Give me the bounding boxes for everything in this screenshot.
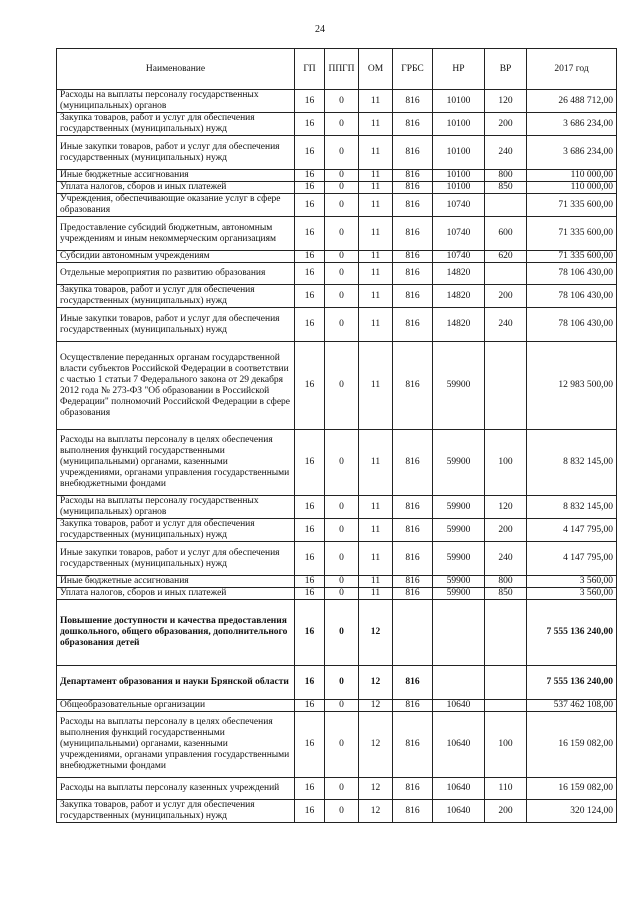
row-ppgp: 0	[325, 519, 359, 542]
row-om: 11	[359, 90, 393, 113]
row-om: 12	[359, 600, 393, 666]
row-nr: 10100	[433, 90, 485, 113]
row-amount: 71 335 600,00	[527, 217, 617, 251]
table-row	[57, 194, 617, 217]
row-amount: 12 983 500,00	[527, 342, 617, 430]
row-gp: 16	[295, 113, 325, 136]
row-om: 11	[359, 519, 393, 542]
row-nr: 59900	[433, 576, 485, 588]
row-ppgp: 0	[325, 576, 359, 588]
row-grbs: 816	[393, 251, 433, 263]
row-name: Осуществление переданных органам государственной власти субъектов Российской Федерации в соответствии с частью 1 статьи 7 Федерального закона от 29 декабря 2012 года № 273-ФЗ "Об образовании в Российской Федерации" полномочий Российской Федерации в сфере образования	[57, 342, 295, 430]
row-om: 11	[359, 251, 393, 263]
row-gp: 16	[295, 712, 325, 778]
row-grbs: 816	[393, 778, 433, 800]
row-ppgp: 0	[325, 90, 359, 113]
row-nr: 59900	[433, 588, 485, 600]
row-nr: 10740	[433, 251, 485, 263]
table-row	[57, 90, 617, 113]
header-grbs: ГРБС	[393, 49, 433, 90]
row-om: 11	[359, 285, 393, 308]
row-vr	[485, 342, 527, 430]
row-name: Общеобразовательные организации	[57, 700, 295, 712]
row-grbs: 816	[393, 182, 433, 194]
header-ppgp: ППГП	[325, 49, 359, 90]
row-ppgp: 0	[325, 778, 359, 800]
row-amount: 3 560,00	[527, 588, 617, 600]
row-name: Расходы на выплаты персоналу в целях обеспечения выполнения функций государственными (муниципальными) органами, казенными учреждениями, органами управления государственными внебюджетными фондами	[57, 712, 295, 778]
row-gp: 16	[295, 308, 325, 342]
row-ppgp: 0	[325, 113, 359, 136]
row-gp: 16	[295, 519, 325, 542]
row-gp: 16	[295, 342, 325, 430]
row-name: Иные закупки товаров, работ и услуг для обеспечения государственных (муниципальных) нужд	[57, 542, 295, 576]
row-om: 12	[359, 778, 393, 800]
row-nr: 59900	[433, 430, 485, 496]
row-ppgp: 0	[325, 182, 359, 194]
row-ppgp: 0	[325, 285, 359, 308]
row-grbs: 816	[393, 542, 433, 576]
table-row	[57, 496, 617, 519]
row-name: Закупка товаров, работ и услуг для обеспечения государственных (муниципальных) нужд	[57, 800, 295, 823]
row-gp: 16	[295, 588, 325, 600]
row-vr	[485, 666, 527, 700]
row-amount: 78 106 430,00	[527, 285, 617, 308]
row-nr: 59900	[433, 519, 485, 542]
row-gp: 16	[295, 700, 325, 712]
table-row	[57, 342, 617, 430]
table-row	[57, 170, 617, 182]
row-name: Расходы на выплаты персоналу государственных (муниципальных) органов	[57, 496, 295, 519]
row-grbs: 816	[393, 800, 433, 823]
row-name: Иные закупки товаров, работ и услуг для обеспечения государственных (муниципальных) нужд	[57, 308, 295, 342]
row-name: Закупка товаров, работ и услуг для обеспечения государственных (муниципальных) нужд	[57, 113, 295, 136]
row-grbs: 816	[393, 430, 433, 496]
row-om: 12	[359, 800, 393, 823]
row-ppgp: 0	[325, 700, 359, 712]
row-amount: 71 335 600,00	[527, 194, 617, 217]
row-amount: 3 560,00	[527, 576, 617, 588]
row-grbs: 816	[393, 285, 433, 308]
row-nr: 10100	[433, 182, 485, 194]
row-amount: 320 124,00	[527, 800, 617, 823]
row-name: Закупка товаров, работ и услуг для обеспечения государственных (муниципальных) нужд	[57, 519, 295, 542]
header-om: ОМ	[359, 49, 393, 90]
row-nr	[433, 666, 485, 700]
row-nr: 10740	[433, 194, 485, 217]
row-ppgp: 0	[325, 136, 359, 170]
row-ppgp: 0	[325, 170, 359, 182]
row-grbs: 816	[393, 576, 433, 588]
row-amount: 16 159 082,00	[527, 712, 617, 778]
row-gp: 16	[295, 576, 325, 588]
row-nr: 59900	[433, 342, 485, 430]
table-row	[57, 576, 617, 588]
row-amount: 71 335 600,00	[527, 251, 617, 263]
row-ppgp: 0	[325, 600, 359, 666]
row-grbs: 816	[393, 194, 433, 217]
row-grbs: 816	[393, 588, 433, 600]
row-vr: 200	[485, 519, 527, 542]
row-gp: 16	[295, 778, 325, 800]
row-name: Учреждения, обеспечивающие оказание услуг в сфере образования	[57, 194, 295, 217]
row-vr: 200	[485, 113, 527, 136]
row-nr: 10740	[433, 217, 485, 251]
row-vr: 100	[485, 430, 527, 496]
row-amount: 8 832 145,00	[527, 496, 617, 519]
row-vr: 120	[485, 496, 527, 519]
row-gp: 16	[295, 800, 325, 823]
row-om: 11	[359, 430, 393, 496]
row-om: 11	[359, 542, 393, 576]
row-vr: 110	[485, 778, 527, 800]
row-om: 11	[359, 263, 393, 285]
row-vr: 800	[485, 576, 527, 588]
row-vr	[485, 263, 527, 285]
row-nr: 10640	[433, 800, 485, 823]
table-row	[57, 136, 617, 170]
row-name: Иные бюджетные ассигнования	[57, 170, 295, 182]
row-nr: 14820	[433, 285, 485, 308]
row-amount: 8 832 145,00	[527, 430, 617, 496]
row-name: Отдельные мероприятия по развитию образования	[57, 263, 295, 285]
row-om: 11	[359, 136, 393, 170]
row-nr: 10100	[433, 170, 485, 182]
row-nr: 14820	[433, 263, 485, 285]
table-body	[57, 90, 617, 823]
table-row	[57, 800, 617, 823]
row-amount: 78 106 430,00	[527, 308, 617, 342]
row-gp: 16	[295, 496, 325, 519]
page-number: 24	[315, 24, 325, 35]
header-gp: ГП	[295, 49, 325, 90]
budget-table	[56, 48, 617, 823]
row-nr: 10100	[433, 113, 485, 136]
row-amount: 4 147 795,00	[527, 542, 617, 576]
row-vr: 200	[485, 800, 527, 823]
row-vr: 800	[485, 170, 527, 182]
row-vr: 600	[485, 217, 527, 251]
row-grbs: 816	[393, 712, 433, 778]
row-nr: 59900	[433, 496, 485, 519]
row-ppgp: 0	[325, 251, 359, 263]
row-grbs	[393, 600, 433, 666]
row-ppgp: 0	[325, 542, 359, 576]
row-gp: 16	[295, 90, 325, 113]
row-amount: 537 462 108,00	[527, 700, 617, 712]
row-grbs: 816	[393, 342, 433, 430]
row-ppgp: 0	[325, 194, 359, 217]
table-row	[57, 588, 617, 600]
header-nr: НР	[433, 49, 485, 90]
row-ppgp: 0	[325, 588, 359, 600]
row-amount: 110 000,00	[527, 170, 617, 182]
row-grbs: 816	[393, 519, 433, 542]
row-name: Департамент образования и науки Брянской области	[57, 666, 295, 700]
row-grbs: 816	[393, 700, 433, 712]
row-vr: 200	[485, 285, 527, 308]
row-om: 12	[359, 712, 393, 778]
row-ppgp: 0	[325, 800, 359, 823]
table-header-row	[57, 49, 617, 90]
row-nr: 10640	[433, 700, 485, 712]
row-gp: 16	[295, 600, 325, 666]
row-vr: 120	[485, 90, 527, 113]
row-grbs: 816	[393, 308, 433, 342]
row-amount: 3 686 234,00	[527, 136, 617, 170]
row-ppgp: 0	[325, 712, 359, 778]
header-vr: ВР	[485, 49, 527, 90]
table-row	[57, 430, 617, 496]
row-amount: 7 555 136 240,00	[527, 666, 617, 700]
table-row	[57, 712, 617, 778]
row-nr: 10640	[433, 778, 485, 800]
row-grbs: 816	[393, 136, 433, 170]
row-name: Субсидии автономным учреждениям	[57, 251, 295, 263]
row-ppgp: 0	[325, 342, 359, 430]
row-ppgp: 0	[325, 666, 359, 700]
row-gp: 16	[295, 170, 325, 182]
table-row	[57, 519, 617, 542]
row-gp: 16	[295, 430, 325, 496]
row-grbs: 816	[393, 263, 433, 285]
row-om: 11	[359, 576, 393, 588]
row-vr: 850	[485, 588, 527, 600]
row-name: Иные бюджетные ассигнования	[57, 576, 295, 588]
row-amount: 110 000,00	[527, 182, 617, 194]
table-row	[57, 600, 617, 666]
row-gp: 16	[295, 194, 325, 217]
row-ppgp: 0	[325, 263, 359, 285]
row-name: Расходы на выплаты персоналу казенных учреждений	[57, 778, 295, 800]
row-name: Расходы на выплаты персоналу государственных (муниципальных) органов	[57, 90, 295, 113]
row-amount: 4 147 795,00	[527, 519, 617, 542]
row-gp: 16	[295, 542, 325, 576]
row-nr	[433, 600, 485, 666]
row-vr: 100	[485, 712, 527, 778]
row-vr	[485, 600, 527, 666]
row-nr: 10100	[433, 136, 485, 170]
row-om: 11	[359, 182, 393, 194]
row-nr: 10640	[433, 712, 485, 778]
row-gp: 16	[295, 251, 325, 263]
row-nr: 14820	[433, 308, 485, 342]
row-grbs: 816	[393, 666, 433, 700]
row-amount: 16 159 082,00	[527, 778, 617, 800]
row-vr	[485, 700, 527, 712]
row-om: 11	[359, 170, 393, 182]
row-gp: 16	[295, 666, 325, 700]
row-om: 12	[359, 666, 393, 700]
header-year: 2017 год	[527, 49, 617, 90]
row-om: 11	[359, 113, 393, 136]
row-grbs: 816	[393, 90, 433, 113]
table-row	[57, 263, 617, 285]
table-row	[57, 113, 617, 136]
table-row	[57, 217, 617, 251]
row-name: Повышение доступности и качества предоставления дошкольного, общего образования, дополнительного образования детей	[57, 600, 295, 666]
row-amount: 7 555 136 240,00	[527, 600, 617, 666]
row-vr: 240	[485, 542, 527, 576]
row-amount: 3 686 234,00	[527, 113, 617, 136]
row-ppgp: 0	[325, 496, 359, 519]
row-gp: 16	[295, 182, 325, 194]
table-row	[57, 285, 617, 308]
row-name: Иные закупки товаров, работ и услуг для обеспечения государственных (муниципальных) нужд	[57, 136, 295, 170]
row-om: 11	[359, 217, 393, 251]
header-name: Наименование	[57, 49, 295, 90]
row-name: Расходы на выплаты персоналу в целях обеспечения выполнения функций государственными (муниципальными) органами, казенными учреждениями, органами управления государственными внебюджетными фондами	[57, 430, 295, 496]
row-grbs: 816	[393, 170, 433, 182]
row-vr: 240	[485, 136, 527, 170]
table-row	[57, 700, 617, 712]
row-ppgp: 0	[325, 217, 359, 251]
row-name: Уплата налогов, сборов и иных платежей	[57, 182, 295, 194]
row-om: 11	[359, 588, 393, 600]
row-amount: 26 488 712,00	[527, 90, 617, 113]
table-row	[57, 308, 617, 342]
row-om: 11	[359, 496, 393, 519]
row-om: 11	[359, 308, 393, 342]
row-vr: 620	[485, 251, 527, 263]
row-name: Закупка товаров, работ и услуг для обеспечения государственных (муниципальных) нужд	[57, 285, 295, 308]
row-vr: 240	[485, 308, 527, 342]
row-om: 12	[359, 700, 393, 712]
row-gp: 16	[295, 217, 325, 251]
row-gp: 16	[295, 136, 325, 170]
table-row	[57, 542, 617, 576]
row-grbs: 816	[393, 217, 433, 251]
row-om: 11	[359, 342, 393, 430]
row-amount: 78 106 430,00	[527, 263, 617, 285]
row-vr	[485, 194, 527, 217]
table-row	[57, 778, 617, 800]
row-name: Предоставление субсидий бюджетным, автономным учреждениям и иным некоммерческим организациям	[57, 217, 295, 251]
row-ppgp: 0	[325, 430, 359, 496]
row-nr: 59900	[433, 542, 485, 576]
row-grbs: 816	[393, 113, 433, 136]
table-row	[57, 666, 617, 700]
row-vr: 850	[485, 182, 527, 194]
row-gp: 16	[295, 263, 325, 285]
table-row	[57, 182, 617, 194]
row-gp: 16	[295, 285, 325, 308]
row-ppgp: 0	[325, 308, 359, 342]
row-grbs: 816	[393, 496, 433, 519]
row-name: Уплата налогов, сборов и иных платежей	[57, 588, 295, 600]
row-om: 11	[359, 194, 393, 217]
table-row	[57, 251, 617, 263]
